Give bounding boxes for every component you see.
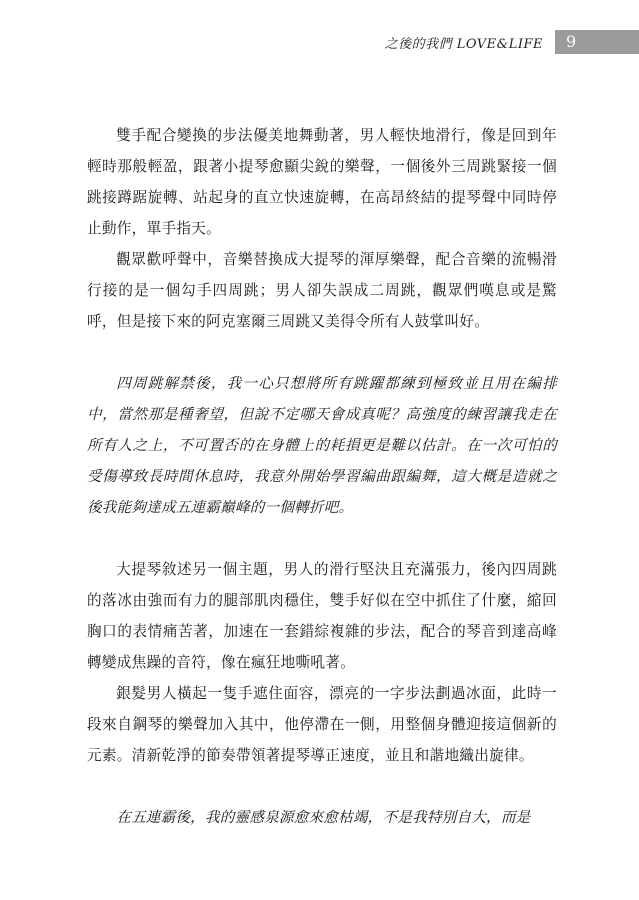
paragraph-3-italic: 四周跳解禁後，我一心只想將所有跳躍都練到極致並且用在編排中，當然那是種奢望，但說不定哪天會成真呢？高強度的練習讓我走在所有人之上，不可置否的在身體上的耗損更是難以估計。在一次可怕的受傷導致長時間休息時，我意外開始學習編曲跟編舞，這大概是造就之後我能夠達成五連霸巔峰的一個轉折吧。 — [87, 375, 557, 516]
paragraph-1: 雙手配合變換的步法優美地舞動著，男人輕快地滑行，像是回到年輕時那般輕盈，跟著小提琴愈顯尖銳的樂聲，一個後外三周跳緊接一個跳接蹲踞旋轉、站起身的直立快速旋轉，在高昂終結的提琴聲中同時停止動作，單手指天。 — [87, 127, 557, 237]
paragraph-gap — [87, 771, 557, 802]
body-text — [87, 120, 557, 833]
paragraph-2: 觀眾歡呼聲中，音樂替換成大提琴的渾厚樂聲，配合音樂的流暢滑行接的是一個勾手四周跳；男人卻失誤成二周跳，觀眾們嘆息或是驚呼，但是接下來的阿克塞爾三周跳又美得令所有人鼓掌叫好。 — [87, 251, 557, 330]
paragraph-5: 銀髮男人橫起一隻手遮住面容，漂亮的一字步法劃過冰面，此時一段來自鋼琴的樂聲加入其中，他停滯在一側，用整個身體迎接這個新的元素。清新乾淨的節奏帶領著提琴導正速度，並且和諧地織出旋律。 — [87, 685, 557, 764]
page-number: 9 — [566, 32, 577, 51]
paragraph-6-italic: 在五連霸後，我的靈感泉源愈來愈枯竭，不是我特別自大，而是 — [116, 809, 531, 826]
running-title: 之後的我們 LOVE&LIFE — [384, 37, 543, 52]
page-number-box — [555, 30, 639, 54]
paragraph-gap — [87, 337, 557, 368]
page-header — [0, 30, 639, 54]
paragraph-gap — [87, 523, 557, 554]
paragraph-4: 大提琴敘述另一個主題，男人的滑行堅決且充滿張力，後內四周跳的落冰由強而有力的腿部肌肉穩住，雙手好似在空中抓住了什麼，縮回胸口的表情痛苦著，加速在一套錯綜複雜的步法，配合的琴音到達高峰轉變成焦躁的音符，像在瘋狂地嘶吼著。 — [87, 561, 557, 671]
